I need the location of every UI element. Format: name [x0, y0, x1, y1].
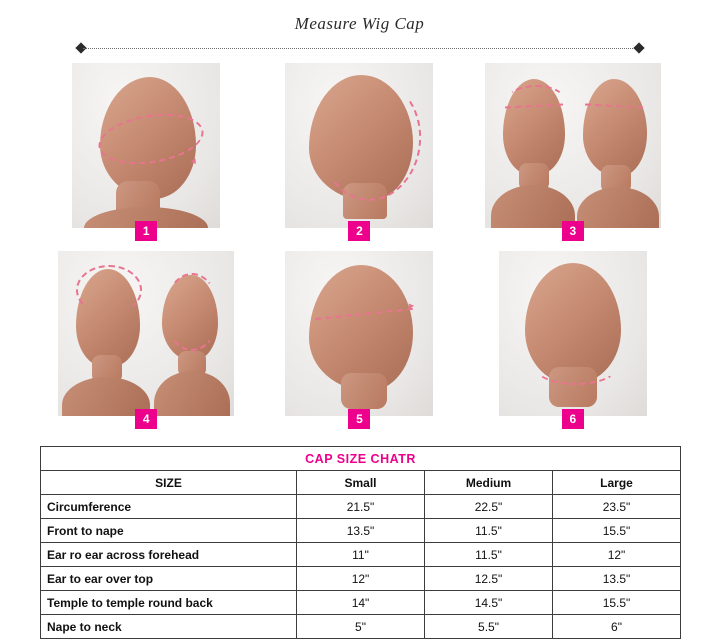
figure-1: [53, 63, 239, 241]
column-header-medium: Medium: [425, 471, 553, 495]
nape-to-neck-dashed-line: [533, 347, 619, 385]
figure-number-badge: 1: [135, 221, 157, 241]
cell-large: 12": [553, 543, 681, 567]
figure-5: [266, 251, 452, 429]
forehead-arc: [505, 85, 567, 119]
cell-large: 15.5": [553, 519, 681, 543]
cell-large: 15.5": [553, 591, 681, 615]
cell-large: 23.5": [553, 495, 681, 519]
figure-6-photo: [499, 251, 647, 416]
row-label: Front to nape: [41, 519, 297, 543]
figure-3-photo: [485, 63, 661, 228]
cell-medium: 11.5": [425, 543, 553, 567]
figure-1-photo: [72, 63, 220, 228]
figure-number-badge: 6: [562, 409, 584, 429]
row-label: Circumference: [41, 495, 297, 519]
cell-small: 12": [297, 567, 425, 591]
cell-large: 13.5": [553, 567, 681, 591]
figure-4: [53, 251, 239, 429]
cell-medium: 11.5": [425, 519, 553, 543]
table-title: CAP SIZE CHATR: [41, 447, 681, 471]
cell-large: 6": [553, 615, 681, 639]
cell-medium: 5.5": [425, 615, 553, 639]
cell-small: 14": [297, 591, 425, 615]
cap-size-table: [40, 446, 681, 639]
cell-small: 13.5": [297, 519, 425, 543]
page-header: [0, 0, 719, 53]
cell-small: 5": [297, 615, 425, 639]
diamond-right-icon: [633, 42, 644, 53]
page-title: Measure Wig Cap: [294, 14, 425, 33]
table-row: [41, 519, 681, 543]
table-header-row: [41, 471, 681, 495]
figure-number-badge: 2: [348, 221, 370, 241]
cell-small: 21.5": [297, 495, 425, 519]
table-row: [41, 591, 681, 615]
table-row: [41, 615, 681, 639]
figure-6: [480, 251, 666, 429]
table-row: [41, 543, 681, 567]
figure-number-badge: 5: [348, 409, 370, 429]
row-label: Nape to neck: [41, 615, 297, 639]
figure-4-photo: [58, 251, 234, 416]
table-row: [41, 567, 681, 591]
mannequin-neck: [341, 373, 387, 409]
title-divider: [77, 43, 643, 53]
cell-medium: 14.5": [425, 591, 553, 615]
ear-to-ear-over-top-dashed-line: [76, 265, 142, 315]
figure-3: [480, 63, 666, 241]
row-label: Ear ro ear across forehead: [41, 543, 297, 567]
figure-2-photo: [285, 63, 433, 228]
column-header-size: SIZE: [41, 471, 297, 495]
figure-number-badge: 3: [562, 221, 584, 241]
row-label: Ear to ear over top: [41, 567, 297, 591]
column-header-large: Large: [553, 471, 681, 495]
row-label: Temple to temple round back: [41, 591, 297, 615]
table-row: [41, 495, 681, 519]
figure-number-badge: 4: [135, 409, 157, 429]
ear-to-ear-over-top-dashed-line-side: [164, 273, 220, 351]
table-title-row: [41, 447, 681, 471]
figure-2: [266, 63, 452, 241]
figure-5-photo: [285, 251, 433, 416]
cell-medium: 22.5": [425, 495, 553, 519]
cell-small: 11": [297, 543, 425, 567]
cap-size-chart: [40, 446, 680, 639]
column-header-small: Small: [297, 471, 425, 495]
dotted-rule: [83, 48, 637, 49]
measurement-figure-grid: [40, 63, 680, 429]
cell-medium: 12.5": [425, 567, 553, 591]
